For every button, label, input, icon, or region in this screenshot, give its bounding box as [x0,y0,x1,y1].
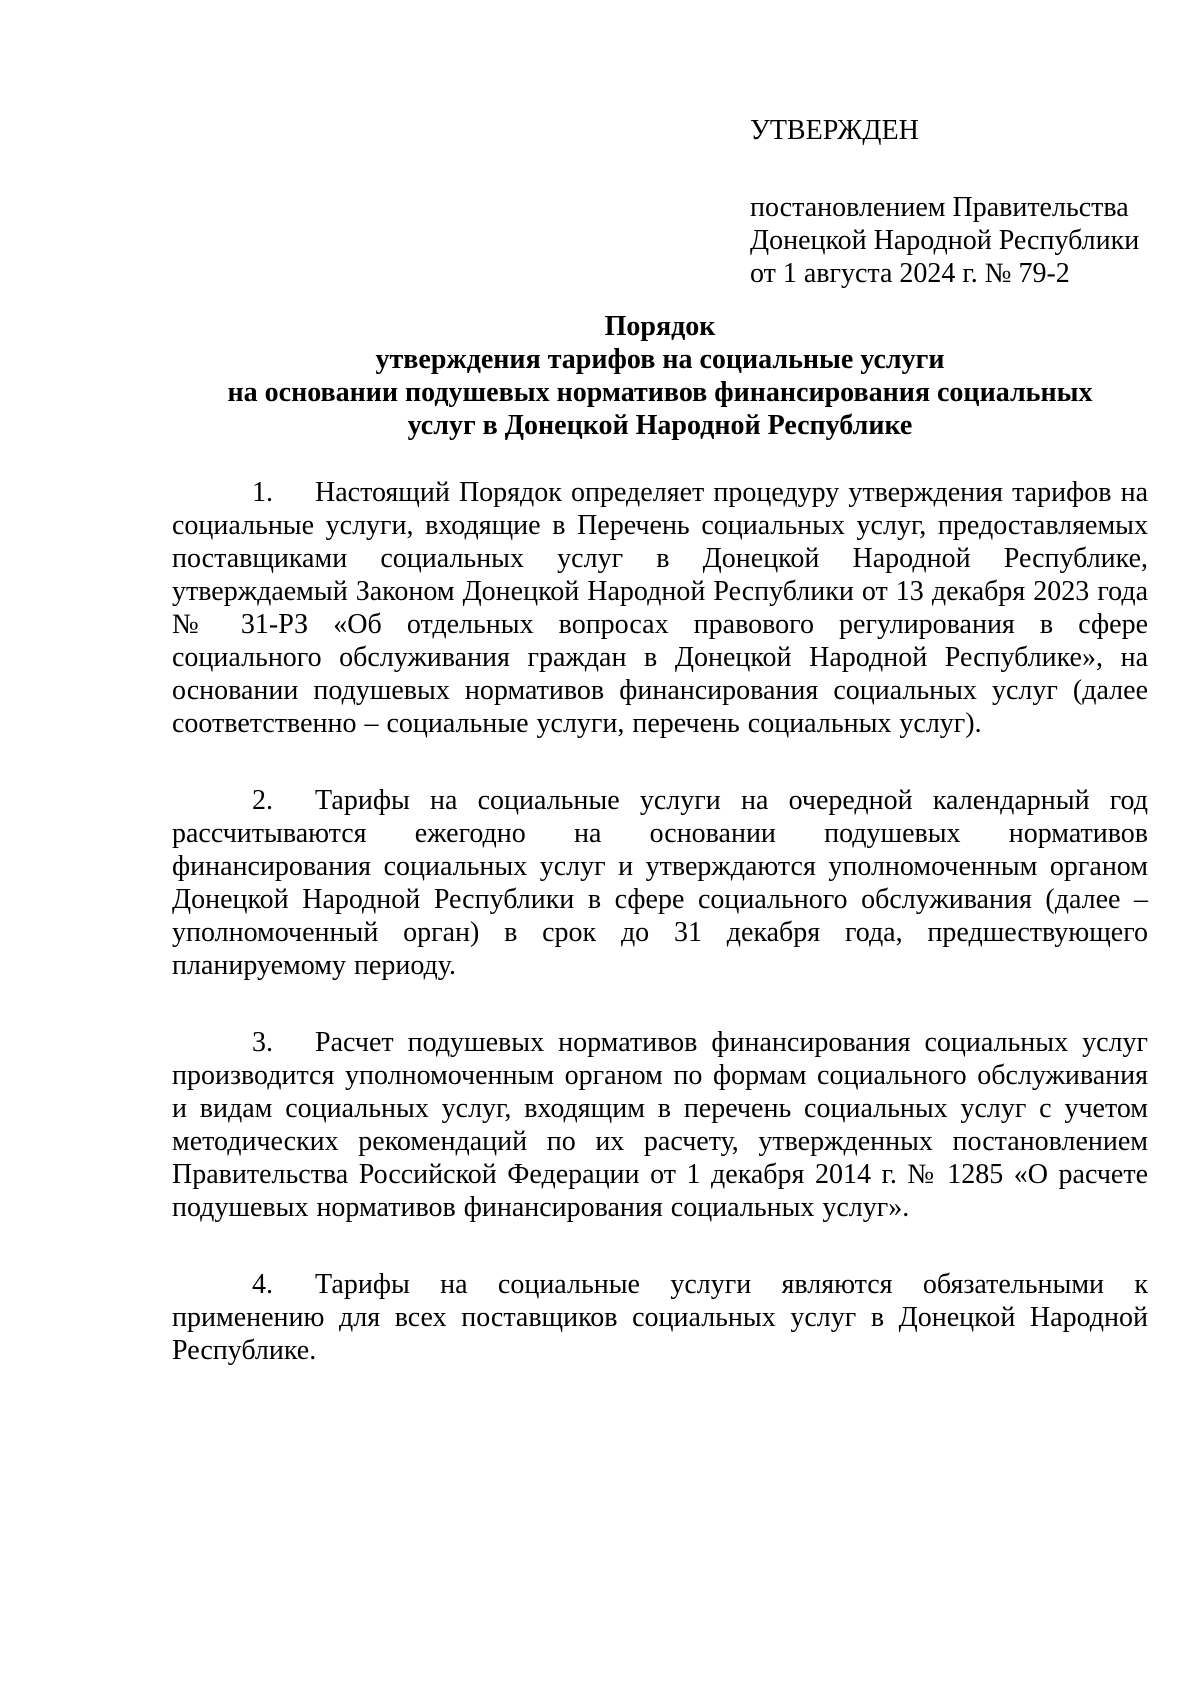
paragraph-text: Расчет подушевых нормативов финансирования социальных услуг производится уполномоченным органом по формам социального обслуживания и видам социальных услуг, входящим в перечень социальных услуг с учетом методических рекомендаций по их расчету, утвержденных постановлением Правительства Российской Федерации от 1 декабря 2014 г. № 1285 «О расчете подушевых нормативов финансирования социальных услуг». [172,1027,1148,1223]
paragraph-number: 2. [252,785,273,816]
paragraph-number: 3. [252,1027,273,1058]
paragraph-text: Тарифы на социальные услуги являются обязательными к применению для всех поставщиков социальных услуг в Донецкой Народной Республике. [172,1269,1148,1366]
paragraph-2 [172,784,1148,982]
document-body [172,476,1148,1411]
approval-line: от 1 августа 2024 г. № 79-2 [750,258,1070,289]
approval-line: Донецкой Народной Республики [750,225,1140,256]
title-line: услуг в Донецкой Народной Республике [407,410,913,441]
paragraph-number: 1. [252,477,273,508]
title-line: Порядок [604,311,716,342]
title-line: на основании подушевых нормативов финансирования социальных [227,377,1093,408]
approval-stamp: УТВЕРЖДЕН [750,115,919,146]
paragraph-number: 4. [252,1269,273,1300]
approval-block [750,114,1170,290]
paragraph-text: Тарифы на социальные услуги на очередной календарный год рассчитываются ежегодно на основании подушевых нормативов финансирования социальных услуг и утверждаются уполномоченным органом Донецкой Народной Республики в сфере социального обслуживания (далее – уполномоченный орган) в срок до 31 декабря года, предшествующего планируемому периоду. [172,785,1148,981]
paragraph-3 [172,1026,1148,1224]
paragraph-text: Настоящий Порядок определяет процедуру утверждения тарифов на социальные услуги, входящие в Перечень социальных услуг, предоставляемых поставщиками социальных услуг в Донецкой Народной Республике, утверждаемый Законом Донецкой Народной Республики от 13 декабря 2023 года № 31-РЗ «Об отдельных вопросах правового регулирования в сфере социального обслуживания граждан в Донецкой Народной Республике», на основании подушевых нормативов финансирования социальных услуг (далее соответственно – социальные услуги, перечень социальных услуг). [172,477,1148,739]
document-title [170,310,1150,442]
paragraph-1 [172,476,1148,740]
approval-line: постановлением Правительства [750,192,1129,223]
paragraph-4 [172,1268,1148,1367]
title-line: утверждения тарифов на социальные услуги [375,344,945,375]
